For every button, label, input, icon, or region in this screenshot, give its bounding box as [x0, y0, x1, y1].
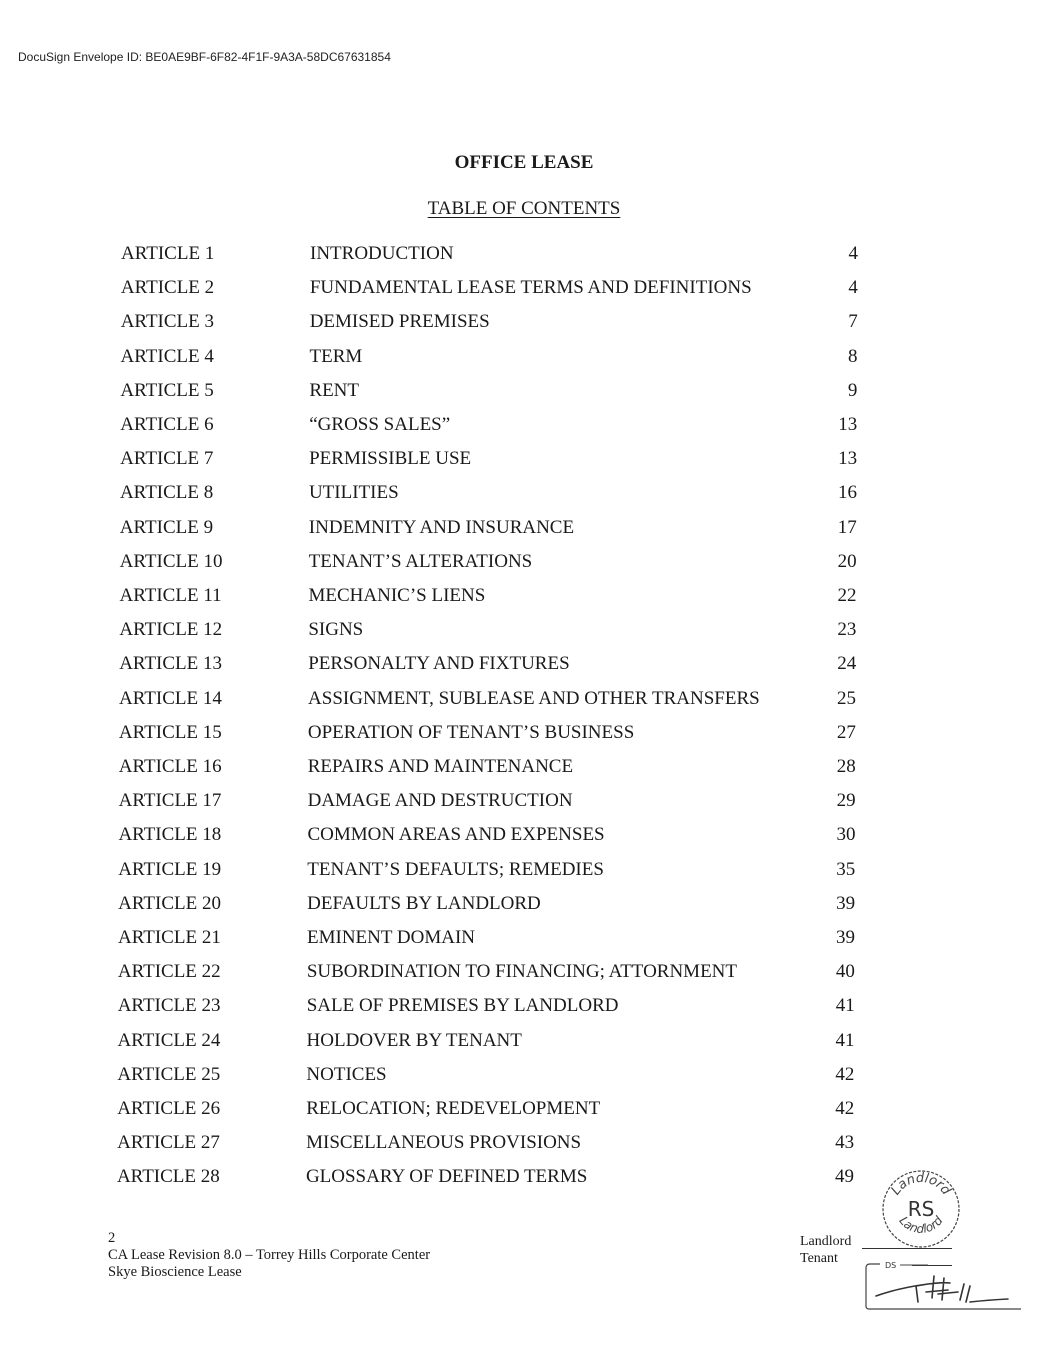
- toc-article: ARTICLE 28: [116, 1166, 220, 1188]
- toc-heading-text: INTRODUCTION: [310, 243, 454, 264]
- toc-heading-text: DAMAGE AND DESTRUCTION: [307, 790, 573, 812]
- toc-article: ARTICLE 21: [118, 927, 221, 948]
- toc-page-number: 13: [838, 414, 858, 435]
- svg-text:Landlord: [888, 1171, 953, 1199]
- toc-article: ARTICLE 13: [119, 653, 223, 675]
- toc-article: ARTICLE 12: [119, 619, 223, 641]
- toc-heading-text: EMINENT DOMAIN: [307, 927, 475, 948]
- seal-initials: RS: [907, 1197, 935, 1221]
- page-footer: [108, 1230, 430, 1281]
- toc-page-number: 30: [836, 824, 856, 846]
- toc-row: [0, 859, 1055, 889]
- toc-row: [0, 1098, 1055, 1128]
- toc-heading-text: GLOSSARY OF DEFINED TERMS: [305, 1166, 588, 1188]
- toc-page-number: 41: [835, 1029, 855, 1051]
- landlord-initials-seal: [880, 1168, 962, 1250]
- toc-article: ARTICLE 7: [120, 448, 214, 470]
- lease-revision: CA Lease Revision 8.0 – Torrey Hills Corporate Center: [108, 1247, 431, 1263]
- toc-article: ARTICLE 4: [120, 345, 214, 367]
- toc-row: [0, 277, 1055, 307]
- toc-heading-text: HOLDOVER BY TENANT: [306, 1029, 522, 1051]
- toc-page-number: 8: [848, 345, 858, 367]
- toc-row: [0, 927, 1055, 957]
- toc-article: ARTICLE 2: [120, 277, 215, 299]
- toc-article: ARTICLE 16: [118, 756, 222, 777]
- landlord-label: Landlord: [800, 1234, 852, 1249]
- toc-article: ARTICLE 26: [117, 1098, 221, 1119]
- toc-heading-text: MECHANIC’S LIENS: [308, 585, 486, 606]
- toc-article: ARTICLE 8: [119, 482, 214, 504]
- tenant-label: Tenant: [800, 1251, 838, 1266]
- toc-article: ARTICLE 5: [120, 379, 214, 401]
- toc-row: [0, 961, 1055, 991]
- toc-page-number: 28: [836, 756, 856, 777]
- toc-row: [0, 1132, 1055, 1162]
- toc-heading-text: “GROSS SALES”: [309, 414, 451, 435]
- toc-row: [0, 722, 1055, 752]
- toc-row: [0, 482, 1055, 512]
- toc-page-number: 13: [838, 448, 858, 470]
- toc-heading-text: PERMISSIBLE USE: [309, 448, 472, 470]
- document-title: OFFICE LEASE: [454, 152, 594, 173]
- toc-article: ARTICLE 9: [119, 516, 214, 538]
- toc-article: ARTICLE 23: [117, 995, 221, 1017]
- toc-heading-text: MISCELLANEOUS PROVISIONS: [306, 1132, 582, 1154]
- toc-row: [0, 653, 1055, 683]
- toc-heading-text: NOTICES: [306, 1063, 387, 1085]
- toc-row: [0, 619, 1055, 649]
- toc-page-number: 22: [837, 585, 857, 606]
- toc-page-number: 7: [848, 311, 858, 333]
- toc-heading-text: RELOCATION; REDEVELOPMENT: [306, 1098, 601, 1119]
- toc-row: [0, 1064, 1055, 1094]
- lease-name: Skye Bioscience Lease: [108, 1264, 242, 1280]
- toc-article: ARTICLE 14: [119, 687, 222, 709]
- toc-row: [0, 688, 1055, 718]
- toc-page-number: 25: [837, 687, 857, 709]
- toc-page-number: 40: [835, 961, 855, 983]
- toc-article: ARTICLE 27: [117, 1132, 220, 1154]
- toc-article: ARTICLE 22: [117, 961, 221, 983]
- toc-heading-text: TERM: [309, 345, 363, 367]
- toc-row: [0, 893, 1055, 923]
- toc-page-number: 43: [835, 1132, 855, 1154]
- toc-page-number: 4: [848, 243, 858, 264]
- toc-row: [0, 346, 1055, 376]
- toc-row: [0, 585, 1055, 615]
- toc-article: ARTICLE 20: [118, 892, 221, 914]
- toc-heading-text: PERSONALTY AND FIXTURES: [308, 653, 570, 675]
- toc-page-number: 41: [835, 995, 855, 1017]
- toc-heading-text: SIGNS: [308, 619, 364, 641]
- toc-heading-text: COMMON AREAS AND EXPENSES: [307, 824, 605, 846]
- toc-heading-text: SALE OF PREMISES BY LANDLORD: [306, 995, 619, 1017]
- toc-heading-text: RENT: [309, 379, 359, 401]
- toc-page-number: 4: [848, 277, 858, 299]
- toc-heading-text: DEFAULTS BY LANDLORD: [307, 892, 541, 914]
- docusign-envelope-id: DocuSign Envelope ID: BE0AE9BF-6F82-4F1F-9A3A-58DC67631854: [18, 50, 391, 64]
- toc-heading-text: SUBORDINATION TO FINANCING; ATTORNMENT: [306, 961, 738, 983]
- seal-text-bottom: Landlord: [896, 1213, 946, 1236]
- toc-page-number: 49: [834, 1166, 854, 1188]
- toc-row: [0, 756, 1055, 786]
- toc-article: ARTICLE 24: [117, 1029, 221, 1051]
- toc-article: ARTICLE 15: [118, 721, 222, 743]
- toc-heading-text: TENANT’S ALTERATIONS: [308, 550, 533, 572]
- toc-row: [0, 995, 1055, 1025]
- toc-page-number: 9: [847, 379, 858, 401]
- toc-row: [0, 448, 1055, 478]
- toc-article: ARTICLE 1: [121, 243, 215, 264]
- toc-page-number: 23: [837, 619, 857, 641]
- seal-text-top: Landlord: [888, 1170, 954, 1199]
- toc-row: [0, 517, 1055, 547]
- toc-row: [0, 380, 1055, 410]
- toc-page-number: 29: [836, 790, 856, 812]
- toc-heading: TABLE OF CONTENTS: [427, 198, 621, 219]
- toc-page-number: 42: [835, 1098, 855, 1119]
- toc-row: [0, 790, 1055, 820]
- toc-heading-text: TENANT’S DEFAULTS; REMEDIES: [307, 858, 604, 880]
- toc-heading-text: INDEMNITY AND INSURANCE: [308, 516, 575, 538]
- toc-article: ARTICLE 10: [119, 550, 223, 572]
- toc-page-number: 17: [837, 516, 857, 538]
- toc-heading-text: UTILITIES: [308, 482, 399, 504]
- toc-article: ARTICLE 18: [118, 824, 222, 846]
- toc-row: [0, 551, 1055, 581]
- toc-heading-text: REPAIRS AND MAINTENANCE: [307, 756, 574, 777]
- toc-heading-text: FUNDAMENTAL LEASE TERMS AND DEFINITIONS: [309, 277, 752, 299]
- toc-article: ARTICLE 11: [119, 585, 222, 606]
- toc-page-number: 42: [835, 1063, 855, 1085]
- tenant-docusign-initials: [858, 1262, 1023, 1310]
- toc-row: [0, 243, 1055, 273]
- toc-article: ARTICLE 17: [118, 790, 222, 812]
- page-number: 2: [108, 1230, 116, 1246]
- toc-heading-text: DEMISED PREMISES: [309, 311, 490, 333]
- toc-page-number: 16: [837, 482, 857, 504]
- toc-heading-text: OPERATION OF TENANT’S BUSINESS: [307, 721, 635, 743]
- toc-heading-text: ASSIGNMENT, SUBLEASE AND OTHER TRANSFERS: [308, 687, 760, 709]
- toc-page-number: 39: [836, 927, 855, 948]
- toc-row: [0, 824, 1055, 854]
- toc-page-number: 20: [837, 550, 857, 572]
- toc-article: ARTICLE 6: [120, 414, 214, 435]
- ds-tag: DS: [885, 1262, 897, 1270]
- toc-row: [0, 1030, 1055, 1060]
- toc-article: ARTICLE 25: [117, 1063, 221, 1085]
- tenant-signature-icon: [876, 1276, 1008, 1302]
- toc-page-number: 39: [836, 892, 856, 914]
- signature-labels: [800, 1233, 851, 1267]
- toc-row: [0, 311, 1055, 341]
- toc-page-number: 27: [836, 721, 856, 743]
- toc-page-number: 24: [837, 653, 857, 675]
- toc-page-number: 35: [836, 858, 856, 880]
- toc-row: [0, 414, 1055, 444]
- toc-article: ARTICLE 3: [120, 311, 215, 333]
- toc-article: ARTICLE 19: [118, 858, 222, 880]
